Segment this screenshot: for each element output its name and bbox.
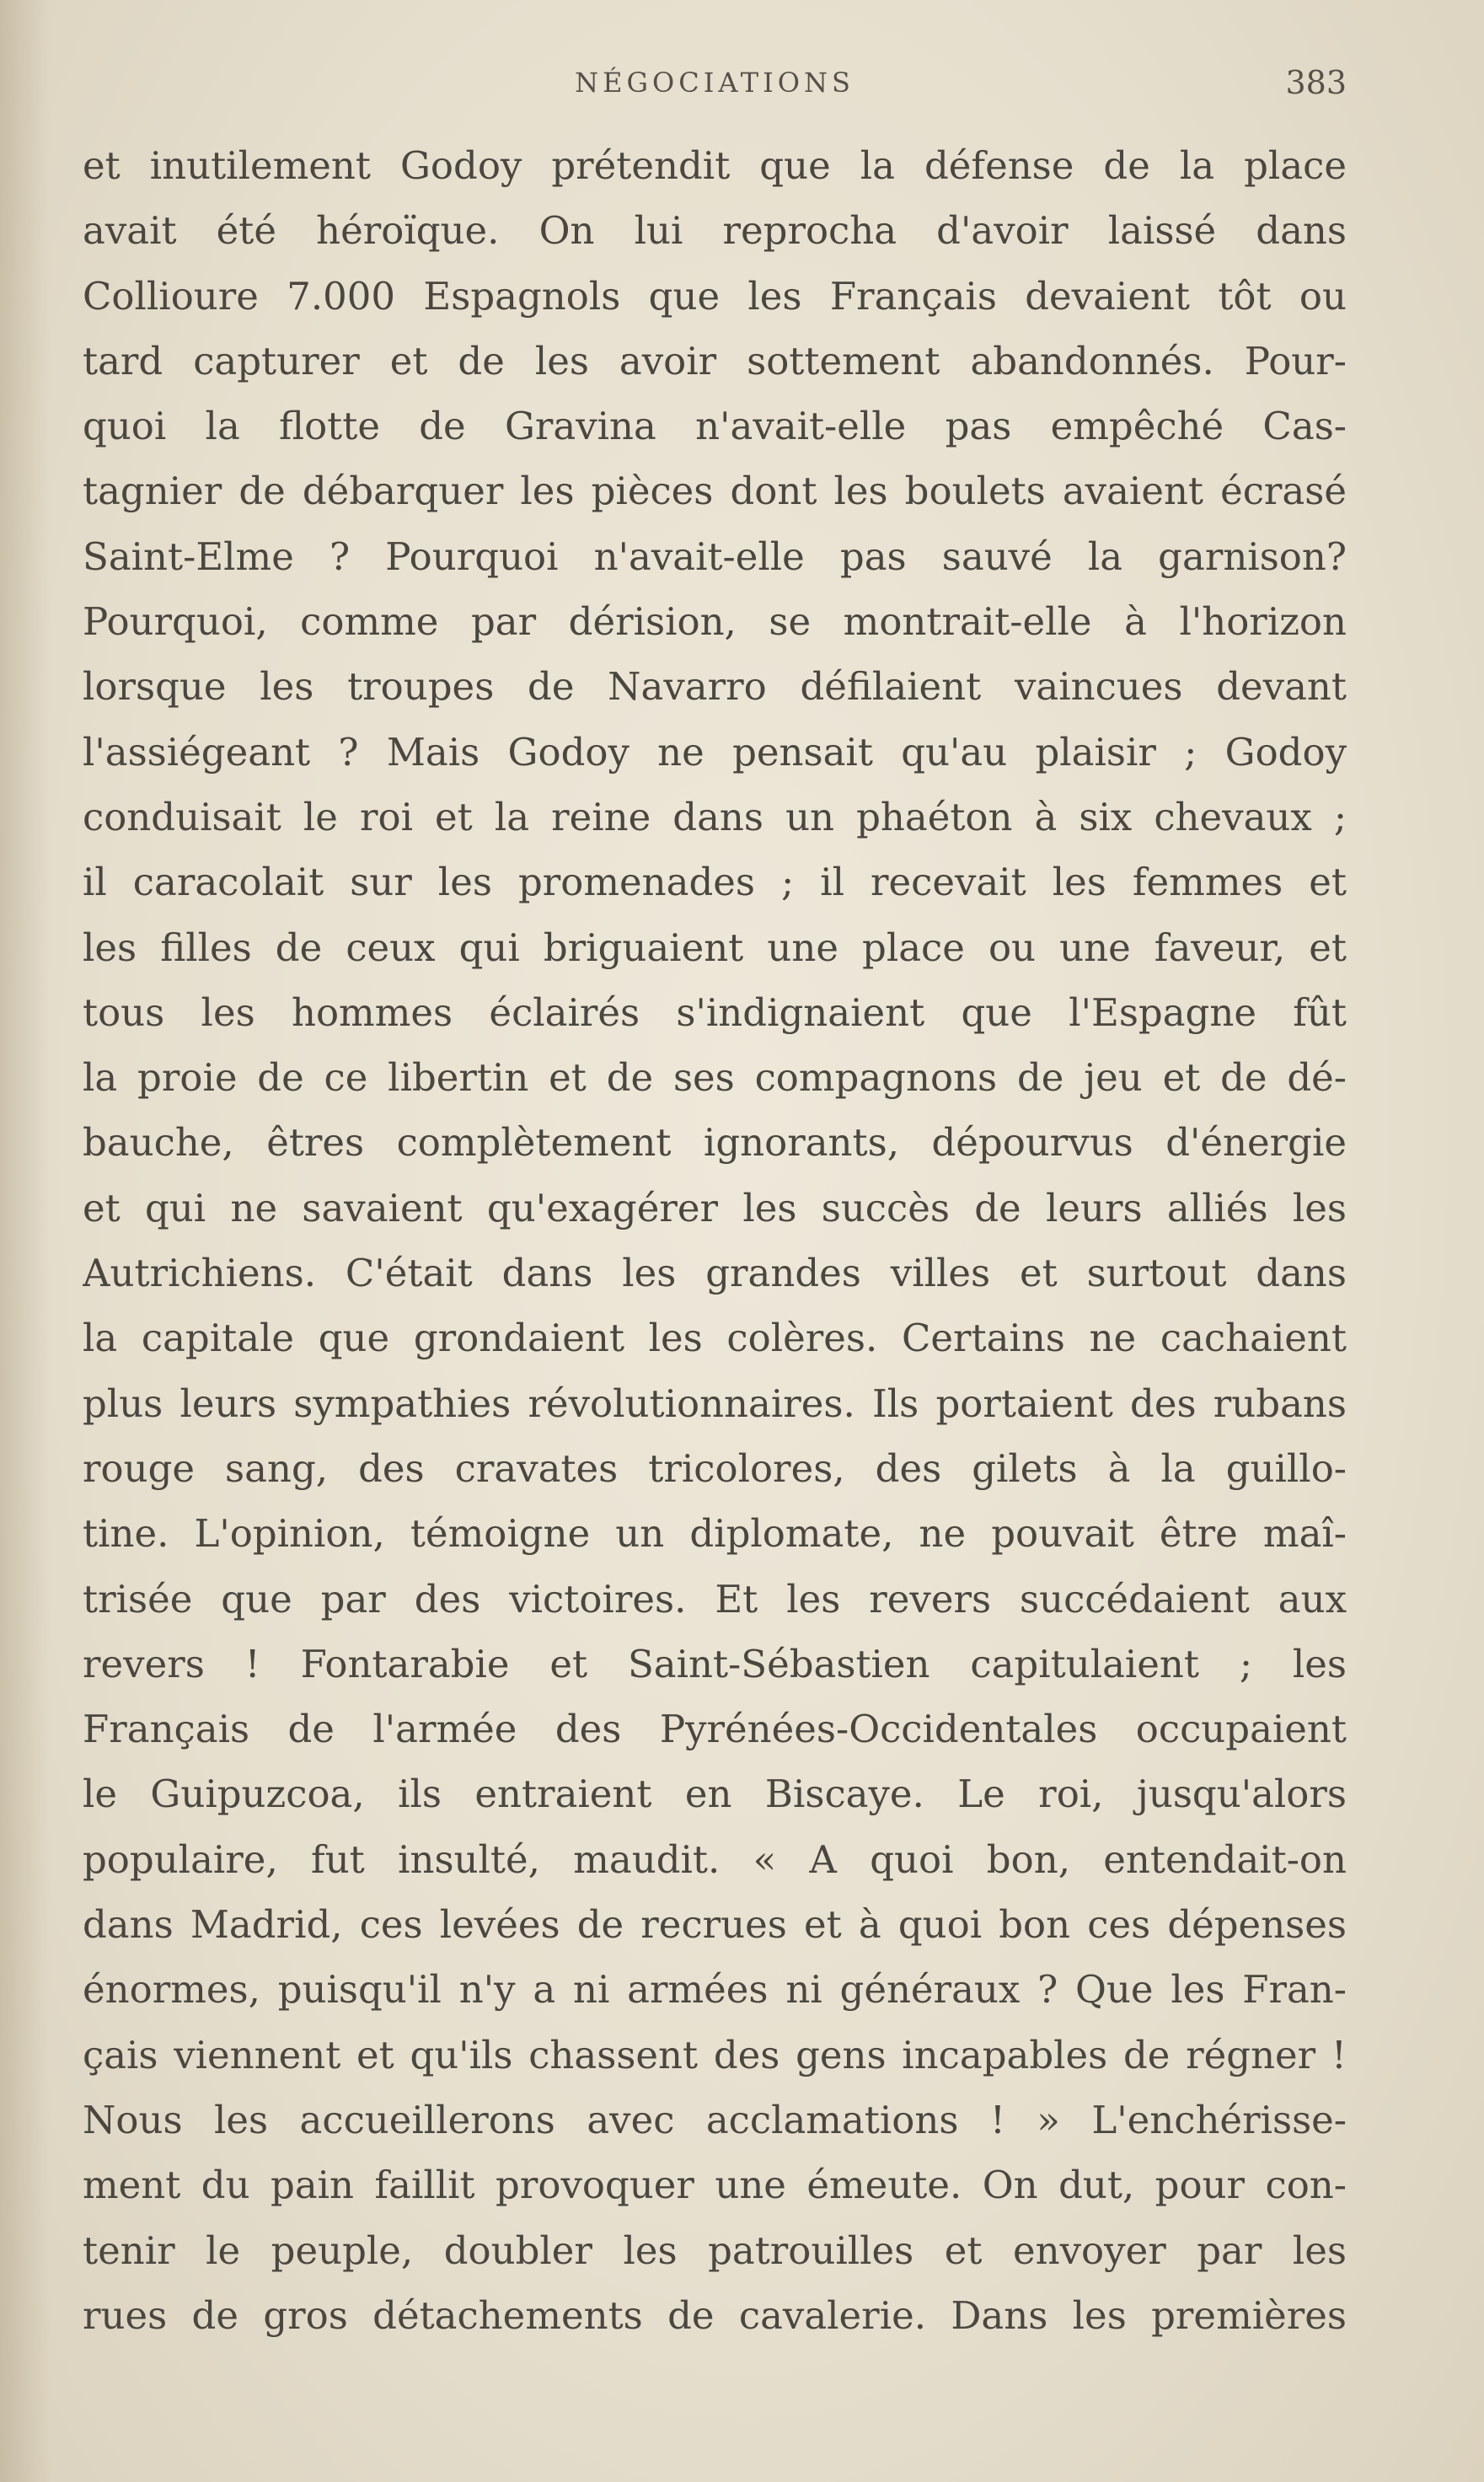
text-line: tous les hommes éclairés s'indignaient que l'Espagne fût xyxy=(83,989,1347,1035)
text-line: Autrichiens. C'était dans les grandes villes et surtout dans xyxy=(83,1251,1347,1296)
text-line: lorsque les troupes de Navarro défilaient vaincues devant xyxy=(83,664,1347,710)
text-line: Pourquoi, comme par dérision, se montrait-elle à l'horizon xyxy=(83,599,1347,645)
text-line: ment du pain faillit provoquer une émeute. On dut, pour con- xyxy=(83,2163,1347,2208)
text-line: l'assiégeant ? Mais Godoy ne pensait qu'au plaisir ; Godoy xyxy=(83,729,1347,775)
text-line: revers ! Fontarabie et Saint-Sébastien capitulaient ; les xyxy=(83,1641,1347,1686)
text-line: dans Madrid, ces levées de recrues et à quoi bon ces dépenses xyxy=(83,1902,1347,1948)
text-line: il caracolait sur les promenades ; il recevait les femmes et xyxy=(83,860,1347,905)
text-line: le Guipuzcoa, ils entraient en Biscaye. Le roi, jusqu'alors xyxy=(83,1772,1347,1817)
text-line: trisée que par des victoires. Et les revers succédaient aux xyxy=(83,1576,1347,1622)
text-line: rouge sang, des cravates tricolores, des gilets à la guillo- xyxy=(83,1445,1347,1491)
page-gutter-shadow xyxy=(0,0,51,2482)
text-line: bauche, êtres complètement ignorants, dépourvus d'énergie xyxy=(83,1120,1347,1166)
body-text xyxy=(83,133,1347,2348)
text-line: tine. L'opinion, témoigne un diplomate, ne pouvait être maî- xyxy=(83,1511,1347,1557)
text-line: Collioure 7.000 Espagnols que les Français devaient tôt ou xyxy=(83,273,1347,319)
text-line: rues de gros détachements de cavalerie. Dans les premières xyxy=(83,2292,1347,2338)
page-number: 383 xyxy=(1285,64,1347,101)
text-line: Saint-Elme ? Pourquoi n'avait-elle pas sauvé la garnison? xyxy=(83,533,1347,579)
text-line: la capitale que grondaient les colères. Certains ne cachaient xyxy=(83,1316,1347,1361)
text-line: populaire, fut insulté, maudit. « A quoi bon, entendait-on xyxy=(83,1836,1347,1882)
text-line: les filles de ceux qui briguaient une place ou une faveur, et xyxy=(83,925,1347,970)
text-line: conduisait le roi et la reine dans un phaéton à six chevaux ; xyxy=(83,794,1347,839)
text-line: Nous les accueillerons avec acclamations ! » L'enchérisse- xyxy=(83,2097,1347,2142)
text-line: tagnier de débarquer les pièces dont les boulets avaient écrasé xyxy=(83,469,1347,514)
running-title: NÉGOCIATIONS xyxy=(575,67,855,99)
text-line: tard capturer et de les avoir sottement abandonnés. Pour- xyxy=(83,338,1347,383)
text-line: énormes, puisqu'il n'y a ni armées ni généraux ? Que les Fran- xyxy=(83,1967,1347,2013)
running-header xyxy=(83,59,1347,106)
text-line: et inutilement Godoy prétendit que la défense de la place xyxy=(83,143,1347,188)
text-line: quoi la flotte de Gravina n'avait-elle pas empêché Cas- xyxy=(83,404,1347,449)
text-line: et qui ne savaient qu'exagérer les succès de leurs alliés les xyxy=(83,1185,1347,1230)
text-line: la proie de ce libertin et de ses compagnons de jeu et de dé- xyxy=(83,1055,1347,1101)
text-line: avait été héroïque. On lui reprocha d'avoir laissé dans xyxy=(83,208,1347,254)
text-line: çais viennent et qu'ils chassent des gens incapables de régner ! xyxy=(83,2032,1347,2077)
text-line: Français de l'armée des Pyrénées-Occidentales occupaient xyxy=(83,1707,1347,1752)
text-line: tenir le peuple, doubler les patrouilles et envoyer par les xyxy=(83,2227,1347,2273)
text-line: plus leurs sympathies révolutionnaires. Ils portaient des rubans xyxy=(83,1380,1347,1426)
